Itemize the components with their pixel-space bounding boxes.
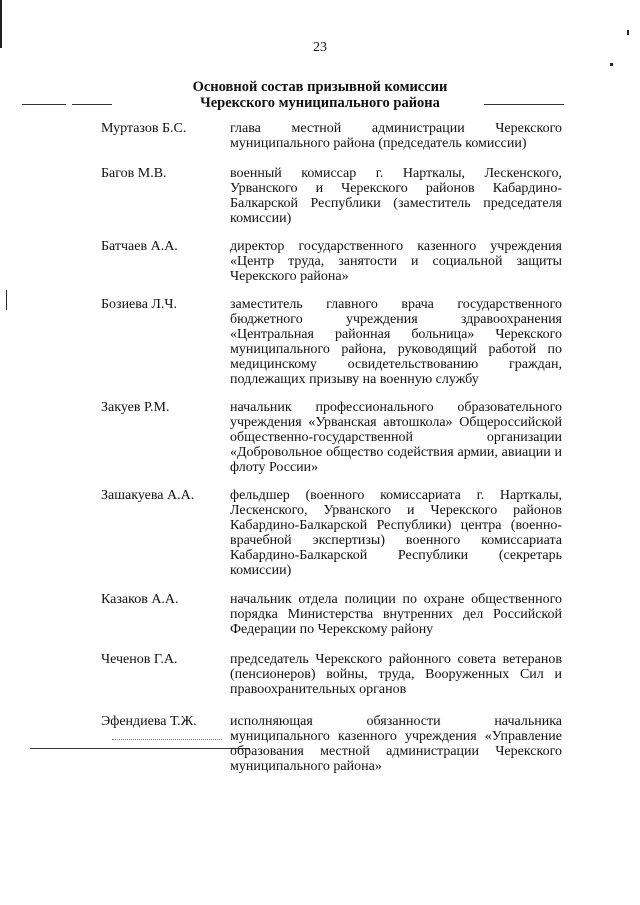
member-role: председатель Черекского районного совета ветеранов (пенсионеров) войны, труда, Вооруженных Сил и правоохранительных органов: [230, 652, 562, 697]
scan-dash-left: [22, 104, 66, 105]
scan-dash-left-2: [72, 104, 112, 105]
member-name: Багов М.В.: [101, 166, 167, 181]
scan-dash-bottom: [30, 748, 250, 749]
member-name: Казаков А.А.: [101, 592, 179, 607]
right-edge-mark: [627, 30, 629, 35]
member-name: Эфендиева Т.Ж.: [101, 714, 197, 729]
right-dot-mark: [610, 63, 613, 66]
member-role: начальник профессионального образовательного учреждения «Урванская автошкола» Общероссийской общественно-государственной организации «Добровольное общество содействия армии, авиации и флоту России»: [230, 400, 562, 475]
member-name: Батчаев А.А.: [101, 239, 178, 254]
page-number: 23: [313, 40, 327, 55]
member-role: заместитель главного врача государственного бюджетного учреждения здравоохранения «Центральная районная больница» Черекского муниципального района, руководящий работой по медицинскому освидетельствованию граждан, подлежащих призыву на военную службу: [230, 297, 562, 387]
member-role: директор государственного казенного учреждения «Центр труда, занятости и социальной защиты Черекского района»: [230, 239, 562, 284]
member-role: военный комиссар г. Нарткалы, Лескенского, Урванского и Черекского районов Кабардино-Балкарской Республики (заместитель председателя комиссии): [230, 166, 562, 226]
member-name: Чеченов Г.А.: [101, 652, 178, 667]
left-edge-mark-lower: [6, 290, 7, 310]
member-name: Муртазов Б.С.: [101, 121, 187, 136]
member-role: исполняющая обязанности начальника муниципального казенного учреждения «Управление образования местной администрации Черекского муниципального района»: [230, 714, 562, 774]
member-role: глава местной администрации Черекского муниципального района (председатель комиссии): [230, 121, 562, 151]
member-name: Зашакуева А.А.: [101, 488, 195, 503]
member-name: Закуев Р.М.: [101, 400, 170, 415]
page-title-line1: Основной состав призывной комиссии: [192, 79, 448, 95]
page-title-line2: Черекского муниципального района: [200, 95, 440, 111]
member-role: начальник отдела полиции по охране общественного порядка Министерства внутренних дел Российской Федерации по Черекскому району: [230, 592, 562, 637]
member-name: Бозиева Л.Ч.: [101, 297, 178, 312]
page-title: [120, 79, 520, 111]
scan-dots-bottom: [112, 739, 222, 740]
member-role: фельдшер (военного комиссариата г. Нарткалы, Лескенского, Урванского и Черекского районов Кабардино-Балкарской Республики) центра (военно-врачебной экспертизы) военного комиссариата Кабардино-Балкарской Республики (секретарь комиссии): [230, 488, 562, 578]
